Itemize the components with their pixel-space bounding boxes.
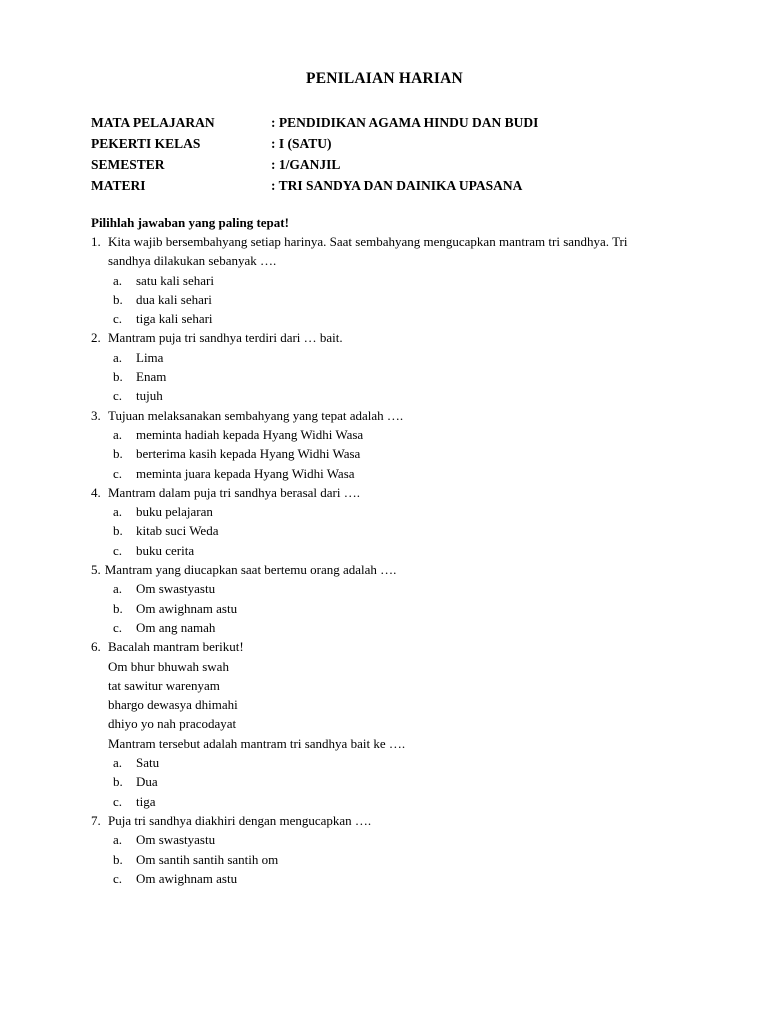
question-number: 7. bbox=[91, 812, 101, 828]
info-label: SEMESTER bbox=[91, 157, 165, 172]
option-text: Satu bbox=[136, 755, 160, 771]
option-b bbox=[91, 599, 668, 618]
option-letter: b. bbox=[113, 291, 123, 307]
option-letter: c. bbox=[113, 388, 123, 404]
option-c bbox=[91, 618, 668, 637]
option-text: satu kali sehari bbox=[136, 272, 214, 288]
option-c bbox=[91, 792, 668, 811]
option-letter: a. bbox=[113, 832, 123, 848]
question-4 bbox=[91, 483, 668, 560]
question-text: Tujuan melaksanakan sembahyang yang tepat adalah …. bbox=[108, 407, 404, 423]
info-row-subject bbox=[91, 112, 668, 133]
question-number: 3. bbox=[91, 407, 101, 423]
option-c bbox=[91, 541, 668, 560]
option-c bbox=[91, 309, 668, 328]
option-text: berterima kasih kepada Hyang Widhi Wasa bbox=[136, 446, 361, 462]
instruction-text: Pilihlah jawaban yang paling tepat! bbox=[91, 215, 289, 230]
question-text: Mantram puja tri sandhya terdiri dari … bait. bbox=[108, 330, 343, 346]
question-row bbox=[91, 406, 668, 425]
option-letter: a. bbox=[113, 581, 123, 597]
option-a bbox=[91, 753, 668, 772]
info-label: PEKERTI KELAS bbox=[91, 136, 201, 151]
option-a bbox=[91, 502, 668, 521]
option-text: Lima bbox=[136, 349, 164, 365]
option-b bbox=[91, 367, 668, 386]
question-3 bbox=[91, 406, 668, 483]
question-row bbox=[91, 232, 668, 271]
option-text: buku cerita bbox=[136, 542, 195, 558]
question-row bbox=[91, 483, 668, 502]
option-text: meminta juara kepada Hyang Widhi Wasa bbox=[136, 465, 355, 481]
question-7 bbox=[91, 811, 668, 888]
option-letter: a. bbox=[113, 349, 123, 365]
question-text: Puja tri sandhya diakhiri dengan mengucapkan …. bbox=[108, 812, 372, 828]
option-text: tiga bbox=[136, 793, 156, 809]
option-text: Om awighnam astu bbox=[136, 870, 238, 886]
option-text: Om awighnam astu bbox=[136, 600, 238, 616]
question-number: 5. bbox=[91, 562, 101, 578]
question-row bbox=[91, 560, 668, 579]
option-c bbox=[91, 464, 668, 483]
option-letter: c. bbox=[113, 311, 123, 327]
option-letter: c. bbox=[113, 793, 123, 809]
option-text: Om santih santih santih om bbox=[136, 851, 279, 867]
option-text: Dua bbox=[136, 774, 158, 790]
option-a bbox=[91, 425, 668, 444]
option-text: buku pelajaran bbox=[136, 504, 213, 520]
option-letter: b. bbox=[113, 369, 123, 385]
option-letter: c. bbox=[113, 619, 123, 635]
info-value: : I (SATU) bbox=[271, 136, 332, 151]
option-b bbox=[91, 444, 668, 463]
info-value: : 1/GANJIL bbox=[271, 157, 341, 172]
option-text: kitab suci Weda bbox=[136, 523, 219, 539]
question-text: Mantram yang diucapkan saat bertemu orang adalah …. bbox=[104, 562, 397, 578]
question-2 bbox=[91, 328, 668, 405]
option-text: tujuh bbox=[136, 388, 163, 404]
info-block bbox=[91, 112, 668, 196]
option-letter: a. bbox=[113, 426, 123, 442]
option-text: meminta hadiah kepada Hyang Widhi Wasa bbox=[136, 426, 364, 442]
option-b bbox=[91, 772, 668, 791]
option-a bbox=[91, 579, 668, 598]
option-c bbox=[91, 386, 668, 405]
info-row-semester bbox=[91, 154, 668, 175]
question-6 bbox=[91, 637, 668, 811]
question-row bbox=[91, 328, 668, 347]
question-number: 6. bbox=[91, 639, 101, 655]
option-letter: a. bbox=[113, 272, 123, 288]
question-prompt: Mantram tersebut adalah mantram tri sandhya bait ke …. bbox=[108, 735, 406, 751]
question-row bbox=[91, 637, 668, 656]
option-text: dua kali sehari bbox=[136, 291, 212, 307]
option-letter: b. bbox=[113, 523, 123, 539]
option-letter: c. bbox=[113, 542, 123, 558]
mantram-line: Om bhur bhuwah swah bbox=[108, 658, 229, 674]
page-title: PENILAIAN HARIAN bbox=[306, 70, 463, 87]
option-letter: b. bbox=[113, 446, 123, 462]
info-value: : TRI SANDYA DAN DAINIKA UPASANA bbox=[271, 178, 523, 193]
option-letter: a. bbox=[113, 504, 123, 520]
info-row-material bbox=[91, 175, 668, 196]
option-letter: b. bbox=[113, 600, 123, 616]
question-text: Bacalah mantram berikut! bbox=[108, 639, 244, 655]
option-letter: c. bbox=[113, 465, 123, 481]
option-a bbox=[91, 271, 668, 290]
question-number: 4. bbox=[91, 484, 101, 500]
option-text: Om swastyastu bbox=[136, 832, 216, 848]
option-letter: b. bbox=[113, 851, 123, 867]
option-text: Enam bbox=[136, 369, 167, 385]
mantram-line: bhargo dewasya dhimahi bbox=[108, 697, 238, 713]
question-number: 1. bbox=[91, 234, 101, 249]
question-text: Kita wajib bersembahyang setiap harinya. Saat sembahyang mengucapkan mantram tri sandhya. Tri sandhya dilakukan sebanyak …. bbox=[108, 234, 628, 269]
mantram-line: dhiyo yo nah pracodayat bbox=[108, 716, 237, 732]
option-b bbox=[91, 290, 668, 309]
option-text: Om ang namah bbox=[136, 619, 216, 635]
info-label: MATERI bbox=[91, 178, 146, 193]
mantram-line: tat sawitur warenyam bbox=[108, 677, 220, 693]
option-a bbox=[91, 830, 668, 849]
option-text: tiga kali sehari bbox=[136, 311, 213, 327]
question-list bbox=[91, 232, 668, 888]
question-5 bbox=[91, 560, 668, 637]
option-b bbox=[91, 850, 668, 869]
option-letter: b. bbox=[113, 774, 123, 790]
option-a bbox=[91, 348, 668, 367]
question-number: 2. bbox=[91, 330, 101, 346]
option-letter: a. bbox=[113, 755, 123, 771]
option-letter: c. bbox=[113, 870, 123, 886]
option-b bbox=[91, 521, 668, 540]
info-row-class bbox=[91, 133, 668, 154]
info-value: : PENDIDIKAN AGAMA HINDU DAN BUDI bbox=[271, 115, 539, 130]
question-1 bbox=[91, 232, 668, 328]
question-text: Mantram dalam puja tri sandhya berasal dari …. bbox=[108, 484, 360, 500]
option-text: Om swastyastu bbox=[136, 581, 216, 597]
question-row bbox=[91, 811, 668, 830]
option-c bbox=[91, 869, 668, 888]
info-label: MATA PELAJARAN bbox=[91, 115, 215, 130]
